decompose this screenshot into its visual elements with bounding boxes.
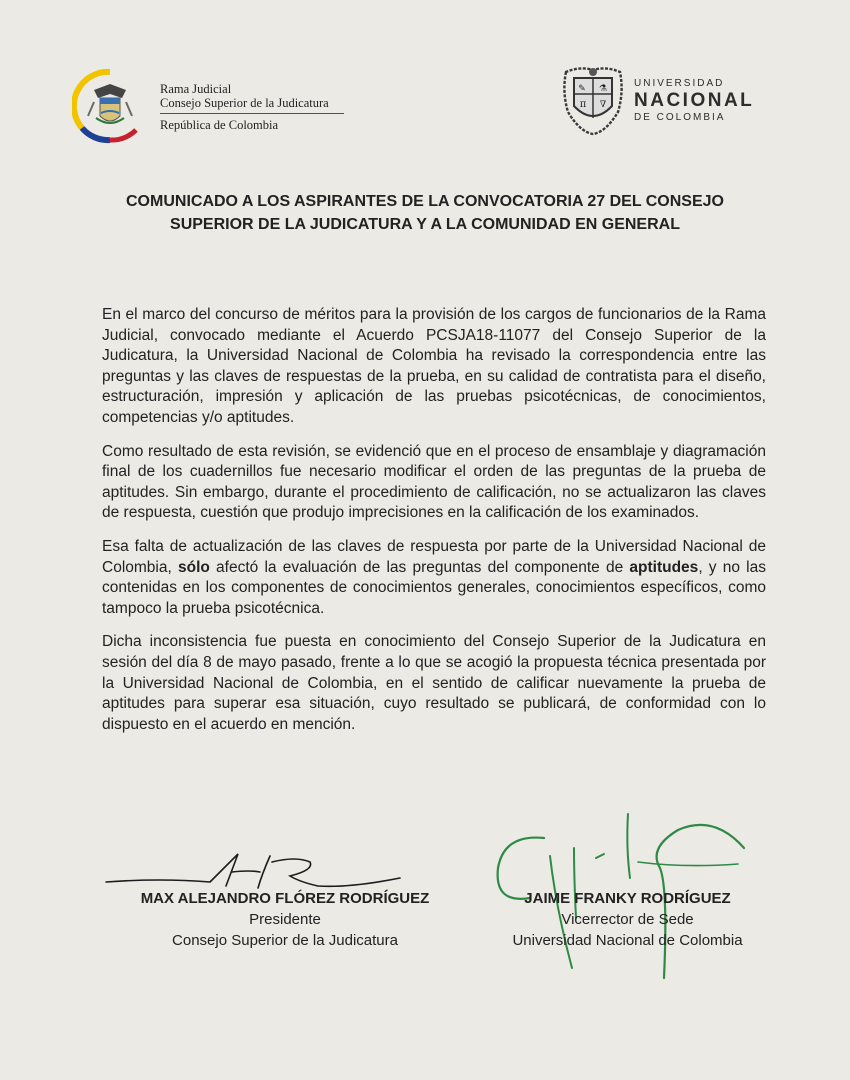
p3-bold-aptitudes: aptitudes	[629, 558, 699, 576]
rj-divider	[160, 113, 344, 114]
signer-role-left: Presidente	[249, 911, 321, 928]
paragraph-3	[102, 537, 766, 619]
svg-text:π: π	[579, 99, 587, 110]
paragraph-1: En el marco del concurso de méritos para la provisión de los cargos de funcionarios de la Rama Judicial, convocado mediante el Acuerdo PCSJA18-11077 del Consejo Superior de la Judicatura, la Universidad Nacional de Colombia ha revisado la correspondencia entre las preguntas y las claves de respuestas de la prueba, en su calidad de contratista para el diseño, estructuración, impresión y aplicación de las pruebas psicotécnicas, de conocimientos, competencias y/o aptitudes.	[102, 306, 766, 426]
un-small-top: UNIVERSIDAD	[634, 78, 725, 89]
document-body	[102, 305, 766, 748]
svg-text:⚗: ⚗	[598, 84, 608, 94]
svg-text:✎: ✎	[578, 84, 586, 94]
colombia-coat-of-arms-icon	[72, 68, 148, 144]
un-big: NACIONAL	[634, 90, 755, 111]
p3-part-e: , y no las contenidas en los componentes de conocimientos generales, conocimientos específicos, como tampoco la prueba psicotécnica.	[102, 558, 766, 617]
signer-role-right: Vicerrector de Sede	[561, 911, 694, 928]
p3-part-a: Esa falta de actualización de las claves de respuesta por parte de la Universidad Nacional de Colombia,	[102, 537, 766, 576]
signer-name-left: MAX ALEJANDRO FLÓREZ RODRÍGUEZ	[140, 890, 430, 907]
signer-name-right: JAIME FRANKY RODRÍGUEZ	[524, 890, 731, 907]
rama-judicial-heading	[160, 82, 344, 132]
document-title: COMUNICADO A LOS ASPIRANTES DE LA CONVOCATORIA 27 DEL CONSEJO SUPERIOR DE LA JUDICATURA Y A LA COMUNIDAD EN GENERAL	[126, 193, 724, 233]
un-small-bottom: DE COLOMBIA	[634, 112, 726, 123]
signer-org-left: Consejo Superior de la Judicatura	[172, 932, 398, 949]
signer-org-right: Universidad Nacional de Colombia	[512, 932, 743, 949]
universidad-nacional-wordmark	[634, 78, 754, 124]
signature-block-left	[100, 888, 470, 951]
rj-line-2: Consejo Superior de la Judicatura	[160, 96, 329, 110]
signature-block-right	[480, 888, 775, 951]
p3-part-c: afectó la evaluación de las preguntas del componente de	[209, 558, 630, 576]
universidad-nacional-shield-icon	[560, 62, 626, 136]
svg-text:∇: ∇	[599, 100, 607, 110]
paragraph-2: Como resultado de esta revisión, se evidenció que en el proceso de ensamblaje y diagramación final de los cuadernillos fue necesario modificar el orden de las preguntas de la prueba de aptitudes. Sin embargo, durante el procedimiento de calificación, no se actualizaron las claves de respuesta, cuestión que produjo imprecisiones en la calificación de los examinados.	[102, 442, 766, 522]
rj-line-1: Rama Judicial	[160, 82, 232, 96]
rj-line-3: República de Colombia	[160, 118, 279, 132]
paragraph-4: Dicha inconsistencia fue puesta en conocimiento del Consejo Superior de la Judicatura en sesión del día 8 de mayo pasado, frente a lo que se acogió la propuesta técnica presentada por la Universidad Nacional de Colombia, en el sentido de calificar nuevamente la prueba de aptitudes para superar esa situación, cuyo resultado se publicará, de conformidad con lo dispuesto en el acuerdo en mención.	[102, 633, 766, 733]
p3-bold-solo: sólo	[177, 558, 210, 576]
